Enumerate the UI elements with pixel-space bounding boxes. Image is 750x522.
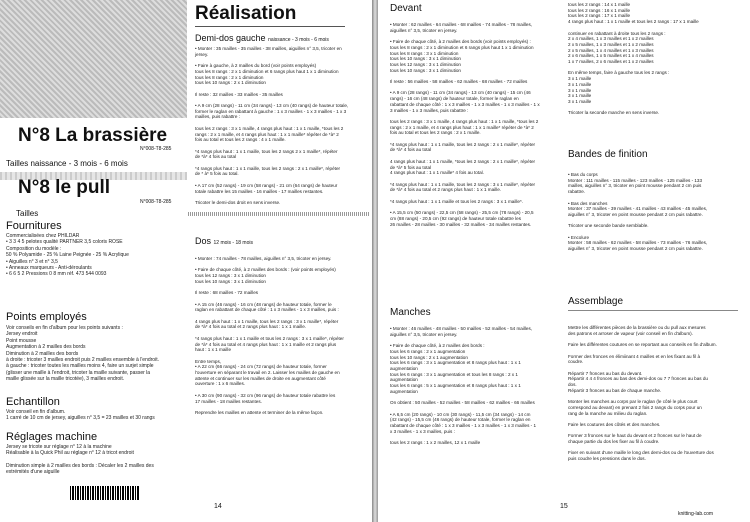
- devant-heading: Devant: [390, 3, 422, 14]
- realisation-rule: [195, 26, 345, 27]
- scan-stripe: [188, 212, 370, 216]
- right-page: [378, 0, 750, 522]
- left-page: [0, 0, 372, 522]
- demi-dos-title: Demi-dos gauche: [195, 33, 266, 43]
- demi-dos-sizes: naissance - 3 mois - 6 mois: [268, 37, 329, 43]
- dos-text: • Monter : 74 mailles - 78 mailles, aiguilles n° 3,5, tricoter en jersey. • Faire de chaque côté, à 2 mailles des bords : (voir points employés) tous les 12 rangs : 3 x 1 diminution tous les 10 rangs : 3 x 1 diminution Il reste : 68 mailles - 72 mailles • A 15 cm (46 rangs) - 16 cm (48 rangs) de hauteur totale, former le raglan en rabattant de chaque côté : 1 x 3 mailles - 1 x 3 mailles, puis : 4 rangs plus haut : 1 x 1 maille, tous les 2 rangs : 3 x 1 maille*, répéter de *à* 4 fois au total et 2 rangs plus haut : 1 x 1 maille. *4 rangs plus haut : 1 x 1 maille et tous les 2 rangs : 3 x 1 maille*, répéter de *à* 4 fois au total et 4 rangs plus haut : 1 x 1 maille et 2 rangs plus haut : 1 x 1 maille Entre temps, • A 22 cm (66 rangs) - 24 cm (72 rangs) de hauteur totale, former l'ouverture en séparant le travail en 2. Laisser les mailles de gauche en attente et continuer sur les mailles de droite en augmentant côté ouverture : 1 x 6 mailles. • A 30 cm (90 rangs) - 32 cm (96 rangs) de hauteur totale rabattre les 17 mailles - 18 mailles restantes. Reprendre les mailles en attente et terminer de la même façon.: [195, 256, 344, 415]
- reglages-text: Jersey se tricote sur réglage n° 12 à la machine Réalisable à la Quick Phil au réglage n° 12 à tricot endroit: [6, 444, 134, 457]
- manches-text: • Monter : 46 mailles - 48 mailles - 50 mailles - 52 mailles - 54 mailles, aiguilles n° 3,5, tricoter en jersey. • Faire de chaque côté, à 2 mailles des bords : tous les 6 rangs : 2 x 1 augmentation tous les 10 rangs : 2 x 1 augmentation tous les 6 rangs : 3 x 1 augmentation et 8 rangs plus haut : 1 x 1 augmentation tous les 6 rangs : 3 x 1 augmentation et tous les 8 rangs : 2 x 1 augmentation tous les 6 rangs : 5 x 1 augmentation et 8 rangs plus haut : 1 x 1 augmentation On obtient : 50 mailles - 52 mailles - 58 mailles - 62 mailles - 66 mailles • A 6,5 cm (20 rangs) - 10 cm (30 rangs) - 11,5 cm (34 rangs) - 14 cm (42 rangs) - 15,5 cm (46 rangs) de hauteur totale, former le raglan en rabattant de chaque côté : 1 x 3 mailles - 1 x 3 mailles - 1 x 3 mailles - 1 x 3 mailles - 1 x 3 mailles, puis : tous les 2 rangs : 1 x 2 mailles, 12 x 1 maille: [390, 326, 537, 446]
- reference-pull: N°008-T8-285: [140, 199, 172, 205]
- page-number-right: 15: [560, 503, 568, 510]
- reference-brassiere: N°008-T8-285: [140, 146, 172, 152]
- demi-dos-text: • Monter : 35 mailles - 35 mailles - 38 mailles, aiguilles n° 3,5, tricoter en jersey. • Faire à gauche, à 2 mailles du bord (voir points employés) tous les 8 rangs : 2 x 1 diminution et 6 rangs plus haut 1 x 1 diminution tous les 8 rangs : 2 x 1 diminution tous les 10 rangs : 2 x 1 diminution Il reste : 32 mailles - 33 mailles - 35 mailles • A 9 cm (28 rangs) - 11 cm (34 rangs) - 13 cm (40 rangs) de hauteur totale, former le raglan en rabattant à gauche : 1 x 3 mailles - 1 x 3 mailles - 1 x 3 mailles, puis rabattre : tous les 2 rangs : 3 x 1 maille, 4 rangs plus haut : 1 x 1 maille, *tous les 2 rangs : 2 x 1 maille, et 4 rangs plus haut : 1 x 1 maille* répéter de *à* 2 fois au total et tous les 2 rangs : 4 x 1 maille. *4 rangs plus haut : 1 x 1 maille, tous les 2 rangs 2 x 1 maille*, répéter de *à* 4 fois au total *4 rangs plus haut : 1 x 1 maille, tous les 2 rangs : 2 x 1 maille*, répéter de * à* 5 fois au total. • A 17 cm (52 rangs) - 19 cm (58 rangs) - 21 cm (64 rangs) de hauteur totale rabattre les 15 mailles - 16 mailles - 17 mailles restantes. Tricoter le demi-dos droit en sens inverse.: [195, 46, 349, 205]
- devant-text: • Monter : 62 mailles - 64 mailles - 68 mailles - 74 mailles - 78 mailles, aiguilles n° 3,5, tricoter en jersey. • Faire de chaque côté, à 2 mailles des bords (voir points employés) : tous les 8 rangs : 2 x 1 diminution et 6 rangs plus haut 1 x 1 diminution tous les 8 rangs : 3 x 1 diminution tous les 10 rangs : 3 x 1 diminution tous les 12 rangs : 3 x 1 diminution tous les 10 rangs : 3 x 1 diminution Il reste : 56 mailles - 58 mailles - 62 mailles - 68 mailles - 72 mailles • A 9 cm (28 rangs) - 11 cm (34 rangs) - 13 cm (40 rangs) - 15 cm (46 rangs) - 16 cm (48 rangs) de hauteur totale, former le raglan en rabattant de chaque côté : 1 x 3 mailles - 1 x 3 mailles - 1 x 3 mailles - 1 x 3 mailles - 1 x 3 mailles, puis rabattre : tous les 2 rangs : 3 x 1 maille, 4 rangs plus haut : 1 x 1 maille, *tous les 2 rangs : 2 x 1 maille, et 4 rangs plus haut : 1 x 1 maille* répéter de *à* 2 fois au total et tous les 2 rangs : 2 x 1 maille. *4 rangs plus haut : 1 x 1 maille, tous les 2 rangs : 2 x 1 maille*, répéter de *à* 4 fois au total 4 rangs plus haut : 1 x 1 maille, *tous les 2 rangs : 2 x 1 maille*, répéter de *à* 5 fois au total 4 rangs plus haut : 1 x 1 maille* 4 fois au total. *4 rangs plus haut : 1 x 1 maille, tous les 2 rangs : 3 x 1 maille*, répéter de *à* 4 fois au total et 2 rangs plus haut : 1 x 1 maille. *4 rangs plus haut : 1 x 1 maille et tous les 2 rangs : 3 x 1 maille*. • A 15,5 cm (50 rangs) - 22,5 cm (58 rangs) - 25,5 cm (78 rangs) - 20,5 cm (88 rangs) - 20,5 cm (92 rangs) de hauteur totale rabattre les 26 mailles - 28 mailles - 30 mailles - 32 mailles - 34 mailles restantes.: [390, 22, 540, 227]
- page-number-left: 14: [214, 503, 222, 510]
- assemblage-rule: [568, 310, 738, 311]
- title-pull: N°8 le pull: [18, 177, 111, 198]
- points-heading: Points employés: [6, 311, 87, 323]
- bandes-heading: Bandes de finition: [568, 149, 648, 160]
- echantillon-text: Voir conseil en fin d'album. 1 carré de 10 cm de jersey, aiguilles n° 3,5 = 23 mailles et 30 rangs: [6, 409, 155, 422]
- manches-continued-text: tous les 2 rangs : 14 x 1 maille tous les 2 rangs : 16 x 1 maille tous les 2 rangs : 17 x 1 maille 4 rangs plus haut : 1 x 1 maille et tous les 2 rangs : 17 x 1 maille continuer en rabattant à droite tous les 2 rangs : 2 x 4 mailles, 1 x 3 mailles et 1 x 2 mailles 2 x 5 mailles, 1 x 3 mailles et 1 x 2 mailles 2 x 5 mailles, 1 x 4 mailles et 1 x 3 mailles 2 x 6 mailles, 1 x 5 mailles et 1 x 4 mailles 1 x 7 mailles, 2 x 6 mailles et 1 x 2 mailles En même temps, faire à gauche tous les 2 rangs : 3 x 1 maille 3 x 1 maille 3 x 1 maille 3 x 1 maille 3 x 1 maille Tricoter la seconde manche en sens inverse.: [568, 2, 699, 116]
- baby-garment-photo: [0, 0, 187, 118]
- barcode: [70, 486, 140, 500]
- title-brassiere: N°8 La brassière: [18, 125, 168, 146]
- fournitures-heading: Fournitures: [6, 220, 62, 232]
- fournitures-text: Commercialisées chez PHILDAR • 3 3 4 5 pelotes qualité PARTNER 3,5 coloris ROSE Composition du modèle : 50 % Polyamide - 25 % Laine Peignée - 25 % Acrylique • Aiguilles n° 3 et n° 3,5 • Anneaux marqueurs - Anti-déroulants • 6 6 5 2 Pressions 0 8 mm réf. 473 544 0093: [6, 233, 129, 278]
- points-text: Voir conseils en fin d'album pour les points suivants : Jersey endroit Point mousse Augmentation à 2 mailles des bords Diminution à 2 mailles des bords à droite : tricoter 3 mailles endroit puis 2 mailles ensemble à l'endroit. à gauche : tricoter toutes les mailles moins 4, faire un surjet simple (glisser une maille à l'endroit, tricoter la maille suivante, passer la maille glissée sur la maille tricotée), 3 mailles endroit.: [6, 325, 159, 383]
- bandes-text: • Bas du corps Monter : 111 mailles - 115 mailles - 123 mailles - 125 mailles - 133 mailles, aiguilles n° 3, tricoter en point mousse pendant 2 cm puis rabattre. • Bas des manches Monter : 37 mailles - 39 mailles - 41 mailles - 43 mailles - 45 mailles, aiguilles n° 3, tricoter en point mousse pendant 2 cm puis rabattre. Tricoter une seconde bande semblable. • Encolure Monter : 58 mailles - 62 mailles - 58 mailles - 73 mailles - 76 mailles, aiguilles n° 3, tricoter en point mousse pendant 2 cm puis rabattre.: [568, 172, 708, 252]
- realisation-heading: Réalisation: [195, 3, 297, 24]
- tailles-pull: Tailles: [16, 209, 39, 218]
- echantillon-heading: Echantillon: [6, 396, 60, 408]
- tailles-brassiere: Tailles naissance - 3 mois - 6 mois: [6, 159, 128, 168]
- diminution-text: Diminution simple à 2 mailles des bords : Décaler les 2 mailles des extrémités d'une aiguille: [6, 463, 154, 476]
- dos-sizes: 12 mois - 18 mois: [213, 240, 253, 246]
- footer-watermark: knitting-lab.com: [678, 511, 714, 517]
- dos-title: Dos: [195, 236, 212, 246]
- assemblage-text: Mettre les différentes pièces de la brassière ou du pull aux mesures des patrons et arroser de vapeur (voir conseil en fin d'album). Faire les différentes coutures en se reportant aux conseils en fin d'album. Former des fronces en élimiinant 4 mailles et en les fixant au fil à coudre. Répartir 7 fronces au bas du devant. Répartir 4 4 4 fronces au bas des demi-dos ou 7 7 fronces au bas du dos. Répartir 3 fronces au bas de chaque manche. Monter les manches au corps par le raglan (le côté le plus court correspond au devant) en prenant 2 fois 2 rangs du corps pour un rang de la manche au milieu du raglan. Faire les coutures des côtés et des manches. Former 3 fronces sur le haut du devant et 2 fronces sur le haut de chaque partie du dos les fixer au fil à coudre. Fixer en suivant d'une maille le long des demi-dos ou de l'ouverture dos puis coudre les pressions dans le dos.: [568, 325, 717, 462]
- dos-heading: [195, 236, 253, 248]
- assemblage-heading: Assemblage: [568, 296, 624, 307]
- manches-heading: Manches: [390, 307, 431, 318]
- demi-dos-heading: [195, 33, 329, 45]
- reglages-heading: Réglages machine: [6, 431, 98, 443]
